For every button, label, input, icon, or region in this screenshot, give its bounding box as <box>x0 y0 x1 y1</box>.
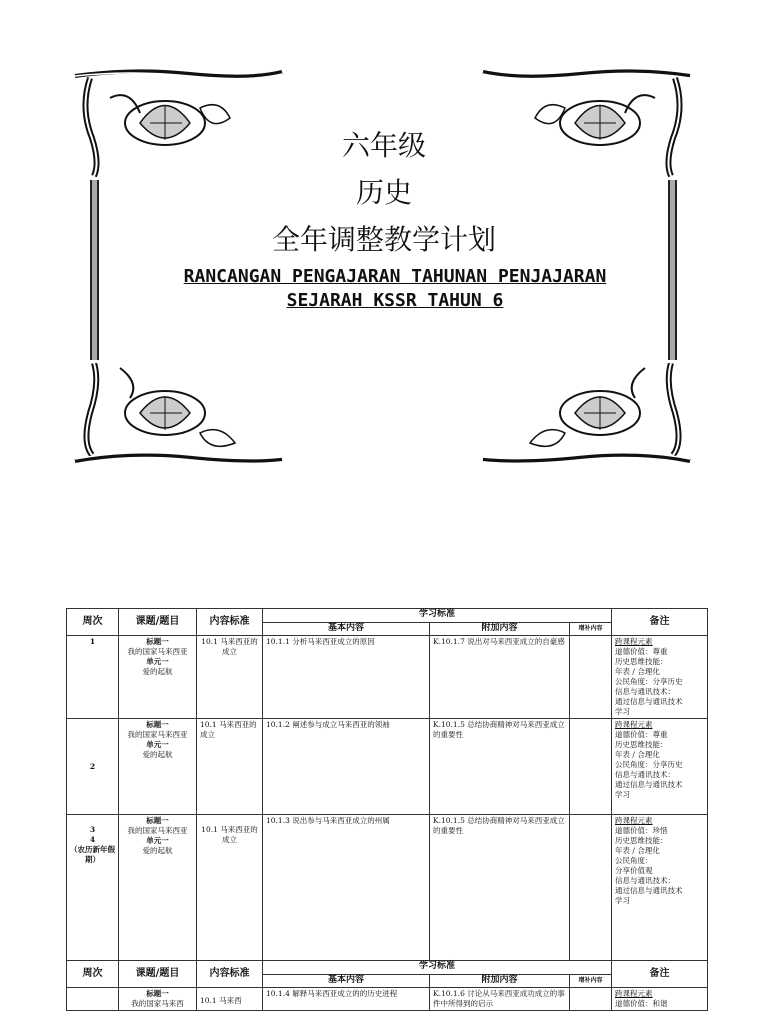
remarks-line: 历史思维技能： <box>615 836 668 845</box>
week-number: 4 <box>89 835 96 844</box>
unit-value: 爱的起航 <box>142 667 173 676</box>
extra-cell <box>570 988 612 1011</box>
extra-cell <box>570 719 612 815</box>
topic-cell <box>119 636 197 719</box>
topic-label: 标题一 <box>146 637 169 646</box>
basic-cell: 10.1.2 阐述参与成立马来西亚的领袖 <box>263 719 430 815</box>
header-content-standard: 内容标准 <box>197 961 263 988</box>
remarks-line: 分享价值观 <box>615 866 653 875</box>
header-remarks: 备注 <box>612 609 708 636</box>
content-standard-cell: 10.1 马来西亚的成立 <box>197 719 263 815</box>
topic-value: 我的国家马来西亚 <box>127 826 188 835</box>
header-basic: 基本内容 <box>263 975 430 988</box>
subject-title: 历史 <box>355 176 412 209</box>
topic-value: 我的国家马来西亚 <box>127 647 188 656</box>
remarks-line: 学习 <box>615 707 631 716</box>
holiday-note: （农历新年假期） <box>70 845 115 864</box>
week-cell: 1 <box>67 636 119 719</box>
topic-cell <box>119 815 197 961</box>
grade-title: 六年级 <box>341 129 426 162</box>
table-row <box>67 815 708 961</box>
content-standard-cell: 10.1 马来西亚的成立 <box>197 815 263 961</box>
remarks-cell <box>612 815 708 961</box>
malay-title-line2: SEJARAH KSSR TAHUN 6 <box>286 290 504 311</box>
remarks-cell <box>612 719 708 815</box>
unit-label: 单元一 <box>146 657 169 666</box>
remarks-cell <box>612 636 708 719</box>
unit-label: 单元一 <box>146 836 169 845</box>
week-cell <box>67 815 119 961</box>
topic-cell <box>119 719 197 815</box>
remarks-line: 道德价值：珍惜 <box>615 826 668 835</box>
remarks-line: 公民角度：分享历史 <box>615 677 683 686</box>
table-row <box>67 988 708 1011</box>
basic-cell: 10.1.1 分析马来西亚成立的原因 <box>263 636 430 719</box>
remarks-line: 学习 <box>615 790 631 799</box>
extra-cell <box>570 636 612 719</box>
header-extra: 增补内容 <box>570 975 612 988</box>
week-cell <box>67 988 119 1011</box>
remarks-line: 道德价值：尊重 <box>615 730 668 739</box>
table-row <box>67 719 708 815</box>
header-week: 周次 <box>67 609 119 636</box>
additional-cell: K.10.1.7 说出对马来西亚成立的自豪感 <box>430 636 570 719</box>
remarks-line: 年表 / 合理化 <box>615 846 660 855</box>
header-learning-standard: 学习标准 <box>263 961 612 975</box>
week-cell: 2 <box>67 719 119 815</box>
topic-label: 标题一 <box>146 720 169 729</box>
additional-cell: K.10.1.5 总结协商精神对马来西亚成立的重要性 <box>430 719 570 815</box>
week-number: 3 <box>89 825 96 834</box>
header-topic: 课题/题目 <box>119 609 197 636</box>
remarks-line: 历史思维技能： <box>615 740 668 749</box>
header-learning-standard: 学习标准 <box>263 609 612 623</box>
topic-value: 我的国家马来西 <box>131 999 184 1008</box>
remarks-line: 历史思维技能： <box>615 657 668 666</box>
teaching-plan-table <box>66 608 708 1011</box>
remarks-title: 跨课程元素 <box>615 720 653 729</box>
topic-value: 我的国家马来西亚 <box>127 730 188 739</box>
unit-label: 单元一 <box>146 740 169 749</box>
bottom-right-ornament <box>480 363 695 468</box>
remarks-line: 通过信息与通讯技术 <box>615 780 683 789</box>
header-additional: 附加内容 <box>430 623 570 636</box>
remarks-line: 通过信息与通讯技术 <box>615 697 683 706</box>
remarks-title: 跨课程元素 <box>615 989 653 998</box>
additional-cell: K.10.1.5 总结协商精神对马来西亚成立的重要性 <box>430 815 570 961</box>
extra-cell <box>570 815 612 961</box>
remarks-line: 公民角度： <box>615 856 653 865</box>
topic-cell <box>119 988 197 1011</box>
basic-cell: 10.1.4 解释马来西亚成立的的历史进程 <box>263 988 430 1011</box>
remarks-title: 跨课程元素 <box>615 816 653 825</box>
unit-value: 爱的起航 <box>142 846 173 855</box>
malay-title-line1: RANCANGAN PENGAJARAN TAHUNAN PENJAJARAN <box>183 266 607 287</box>
remarks-line: 公民角度：分享历史 <box>615 760 683 769</box>
bottom-left-ornament <box>70 363 285 468</box>
remarks-line: 信息与通讯技术： <box>615 687 676 696</box>
header-remarks: 备注 <box>612 961 708 988</box>
remarks-line: 年表 / 合理化 <box>615 667 660 676</box>
header-week: 周次 <box>67 961 119 988</box>
header-content-standard: 内容标准 <box>197 609 263 636</box>
basic-cell: 10.1.3 说出参与马来西亚成立的州属 <box>263 815 430 961</box>
content-standard-cell: 10.1 马来西 <box>197 988 263 1011</box>
remarks-title: 跨课程元素 <box>615 637 653 646</box>
header-extra: 增补内容 <box>570 623 612 636</box>
topic-label: 标题一 <box>146 816 169 825</box>
additional-cell: K.10.1.6 讨论从马来西亚成功成立的事件中所得到的启示 <box>430 988 570 1011</box>
remarks-line: 信息与通讯技术： <box>615 770 676 779</box>
remarks-line: 信息与通讯技术： <box>615 876 676 885</box>
header-topic: 课题/题目 <box>119 961 197 988</box>
content-standard-cell: 10.1 马来西亚的成立 <box>197 636 263 719</box>
remarks-line: 年表 / 合理化 <box>615 750 660 759</box>
plan-title: 全年调整教学计划 <box>271 223 496 256</box>
unit-value: 爱的起航 <box>142 750 173 759</box>
header-basic: 基本内容 <box>263 623 430 636</box>
remarks-line: 学习 <box>615 896 631 905</box>
remarks-cell <box>612 988 708 1011</box>
table-row <box>67 636 708 719</box>
topic-label: 标题一 <box>146 989 169 998</box>
remarks-line: 道德价值：和谐 <box>615 999 668 1008</box>
header-additional: 附加内容 <box>430 975 570 988</box>
remarks-line: 道德价值：尊重 <box>615 647 668 656</box>
remarks-line: 通过信息与通讯技术 <box>615 886 683 895</box>
